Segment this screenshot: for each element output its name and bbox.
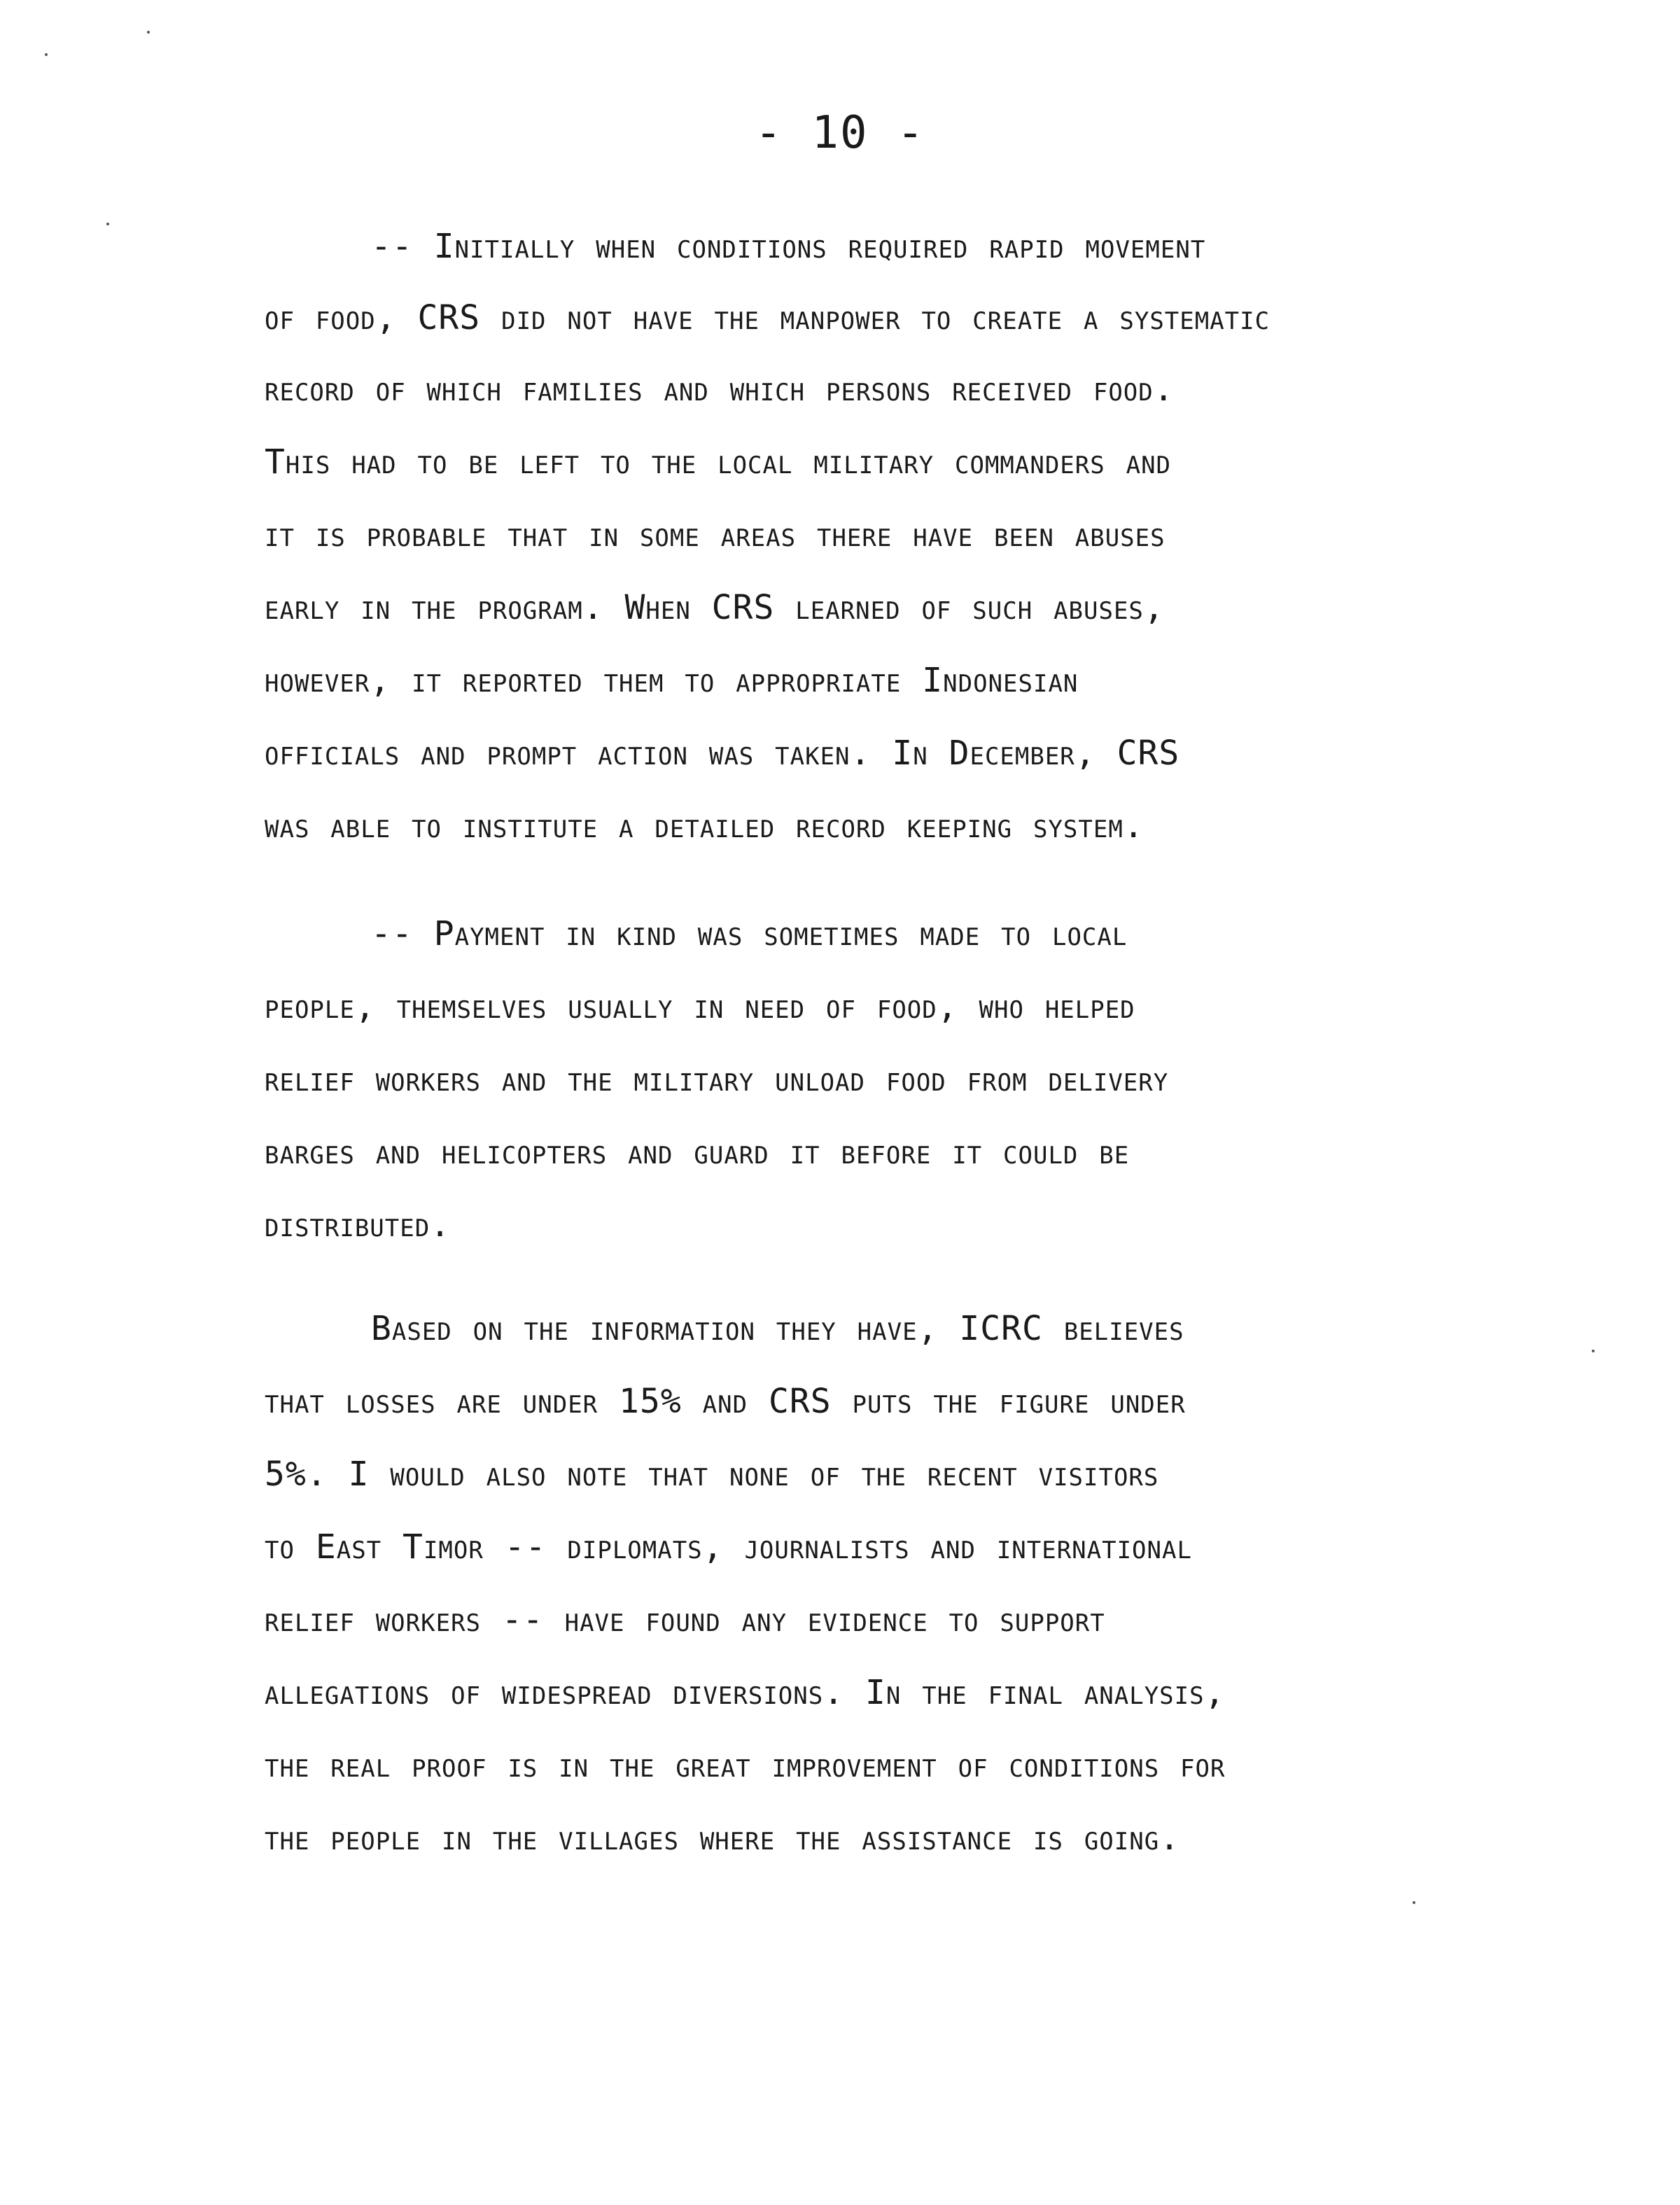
text-line: to East Timor -- diplomats, journalists and international [265,1527,1192,1567]
text-line: it is probable that in some areas there have been abuses [265,515,1166,554]
scan-speck [45,53,48,56]
text-line: relief workers and the military unload food from delivery [265,1060,1169,1099]
text-line: -- Payment in kind was sometimes made to local [371,914,1128,953]
text-line: barges and helicopters and guard it before it could be [265,1133,1130,1172]
text-line: that losses are under 15% and CRS puts the figure under [265,1382,1186,1421]
scan-speck [1413,1901,1415,1904]
text-line: Based on the information they have, ICRC believes [371,1309,1184,1348]
page-number: - 10 - [755,107,925,159]
scan-speck [147,31,150,34]
text-line: was able to institute a detailed record keeping system. [265,806,1144,846]
text-line: This had to be left to the local military commanders and [265,442,1172,482]
text-line: of food, CRS did not have the manpower to create a systematic [265,298,1270,337]
text-line: record of which families and which persons received food. [265,370,1175,409]
text-line: officials and prompt action was taken. In December, CRS [265,734,1180,773]
text-line: distributed. [265,1205,451,1245]
text-line: early in the program. When CRS learned of such abuses, [265,588,1165,627]
text-line: the real proof is in the great improvement of conditions for [265,1746,1226,1785]
text-line: -- Initially when conditions required rapid movement [371,227,1206,266]
scan-speck [1592,1350,1595,1352]
text-line: relief workers -- have found any evidence to support [265,1600,1105,1639]
text-line: however, it reported them to appropriate Indonesian [265,661,1079,700]
text-line: people, themselves usually in need of food, who helped [265,987,1135,1026]
text-line: 5%. I would also note that none of the recent visitors [265,1455,1159,1494]
text-line: allegations of widespread diversions. In the final analysis, [265,1673,1226,1712]
scan-speck [106,223,109,225]
text-line: the people in the villages where the assistance is going. [265,1819,1181,1858]
